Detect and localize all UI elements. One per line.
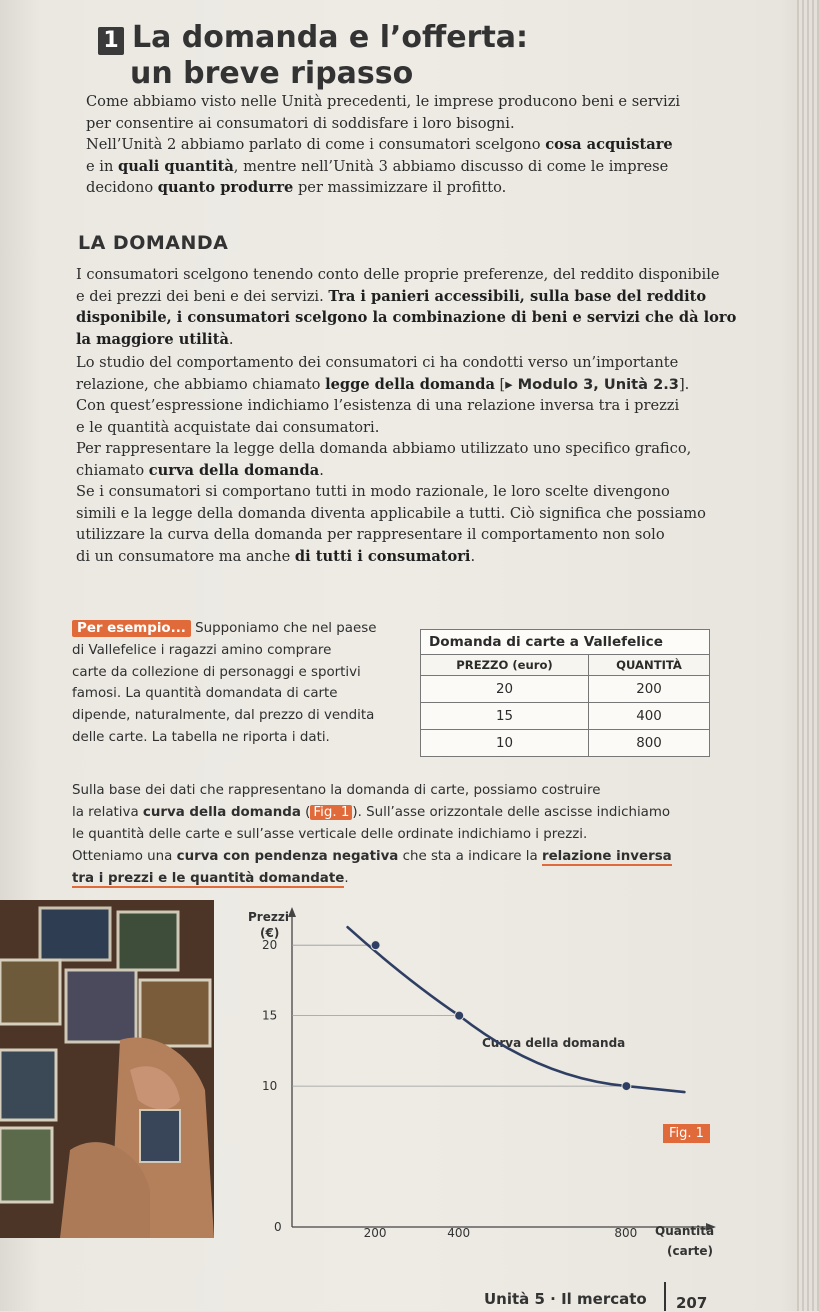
y-tick-label: 10 <box>262 1079 278 1094</box>
x-axis-label-line1: Quantità <box>655 1224 715 1238</box>
table-row: 15 400 <box>421 703 710 730</box>
demand-curve-line <box>348 927 685 1092</box>
demand-table <box>420 629 710 757</box>
table-caption: Domanda di carte a Vallefelice <box>421 630 710 655</box>
y-axis-label-line2: (€) <box>260 926 280 940</box>
figure-label: Fig. 1 <box>663 1124 710 1143</box>
x-tick-label: 400 <box>447 1226 471 1240</box>
section-heading: LA DOMANDA <box>78 232 229 254</box>
y-axis-arrow <box>288 907 296 917</box>
table-header-price: PREZZO (euro) <box>421 655 589 676</box>
page-title: La domanda e l’offerta: <box>132 20 529 55</box>
data-point <box>371 941 380 950</box>
x-tick-label: 0 <box>274 1220 282 1234</box>
table-row: 20 200 <box>421 676 710 703</box>
example-badge: Per esempio... <box>72 620 191 637</box>
module-reference-link[interactable]: ▸ Modulo 3, Unità 2.3 <box>505 375 679 393</box>
section-number: 1 <box>98 27 124 55</box>
intro-paragraph: Come abbiamo visto nelle Unità precedenti, le imprese producono beni e servizi per consentire ai consumatori di soddisfare i loro bisogni. Nell’Unità 2 abbiamo parlato di come i consumatori scelgono cosa acquistare e in quali quantità, mentre nell’Unità 3 abbiamo discusso di come le imprese decidono quanto produrre per massimizzare il profitto. <box>86 93 681 196</box>
y-tick-label: 15 <box>262 1008 278 1023</box>
data-point <box>622 1082 631 1091</box>
page-subtitle: un breve ripasso <box>130 56 414 91</box>
table-row: 10 800 <box>421 730 710 757</box>
y-axis-label-line1: Prezzi <box>248 910 289 924</box>
section-body: I consumatori scelgono tenendo conto delle proprie preferenze, del reddito disponibile e dei prezzi dei beni e dei servizi. Tra i panieri accessibili, sulla base del reddito disponibile, i consumatori scelgono la combinazione di beni e servizi che dà loro la maggiore utilità. Lo studio del comportamento dei consumatori ci ha condotti verso un’importante relazione, che abbiamo chiamato legge della domanda [▸ Modulo 3, Unità 2.3]. Con quest’espressione indichiamo l’esistenza di una relazione inversa tra i prezzi e le quantità acquistate dai consumatori. Per rappresentare la legge della domanda abbiamo utilizzato uno specifico grafico, chiamato curva della domanda. Se i consumatori si comportano tutti in modo razionale, le loro scelte divengono simili e la legge della domanda diventa applicabile a tutti. Ciò significa che possiamo utilizzare la curva della domanda per rappresentare il comportamento non solo di un consumatore ma anche di tutti i consumatori. <box>76 266 737 565</box>
data-point <box>455 1011 464 1020</box>
series-label: Curva della domanda <box>482 1036 626 1050</box>
figure-reference-link[interactable]: Fig. 1 <box>310 805 352 820</box>
x-tick-label: 800 <box>614 1226 638 1240</box>
footer-separator <box>664 1282 666 1311</box>
page-number: 207 <box>676 1294 708 1312</box>
demand-curve-chart <box>230 905 720 1265</box>
table-header-qty: QUANTITÀ <box>589 655 710 676</box>
trading-cards-photo <box>0 900 214 1238</box>
x-tick-label: 200 <box>363 1226 387 1240</box>
page-edge <box>797 0 819 1311</box>
footer-unit: Unità 5 · Il mercato <box>484 1290 647 1308</box>
x-axis-label-line2: (carte) <box>667 1244 713 1258</box>
curve-explanation: Sulla base dei dati che rappresentano la domanda di carte, possiamo costruire la relativa curva della domanda ( Fig. 1 ). Sull’asse orizzontale delle ascisse indichiamo le quantità delle carte e sull’asse verticale delle ordinate indichiamo i prezzi. Otteniamo una curva con pendenza negativa che sta a indicare la relazione inversa tra i prezzi e le quantità domandate. <box>72 783 672 886</box>
example-box: Per esempio... Supponiamo che nel paese di Vallefelice i ragazzi amino comprare carte da collezione di personaggi e sportivi famosi. La quantità domandata di carte dipende, naturalmente, dal prezzo di vendita delle carte. La tabella ne riporta i dati. <box>72 621 377 745</box>
y-tick-label: 20 <box>262 938 278 953</box>
